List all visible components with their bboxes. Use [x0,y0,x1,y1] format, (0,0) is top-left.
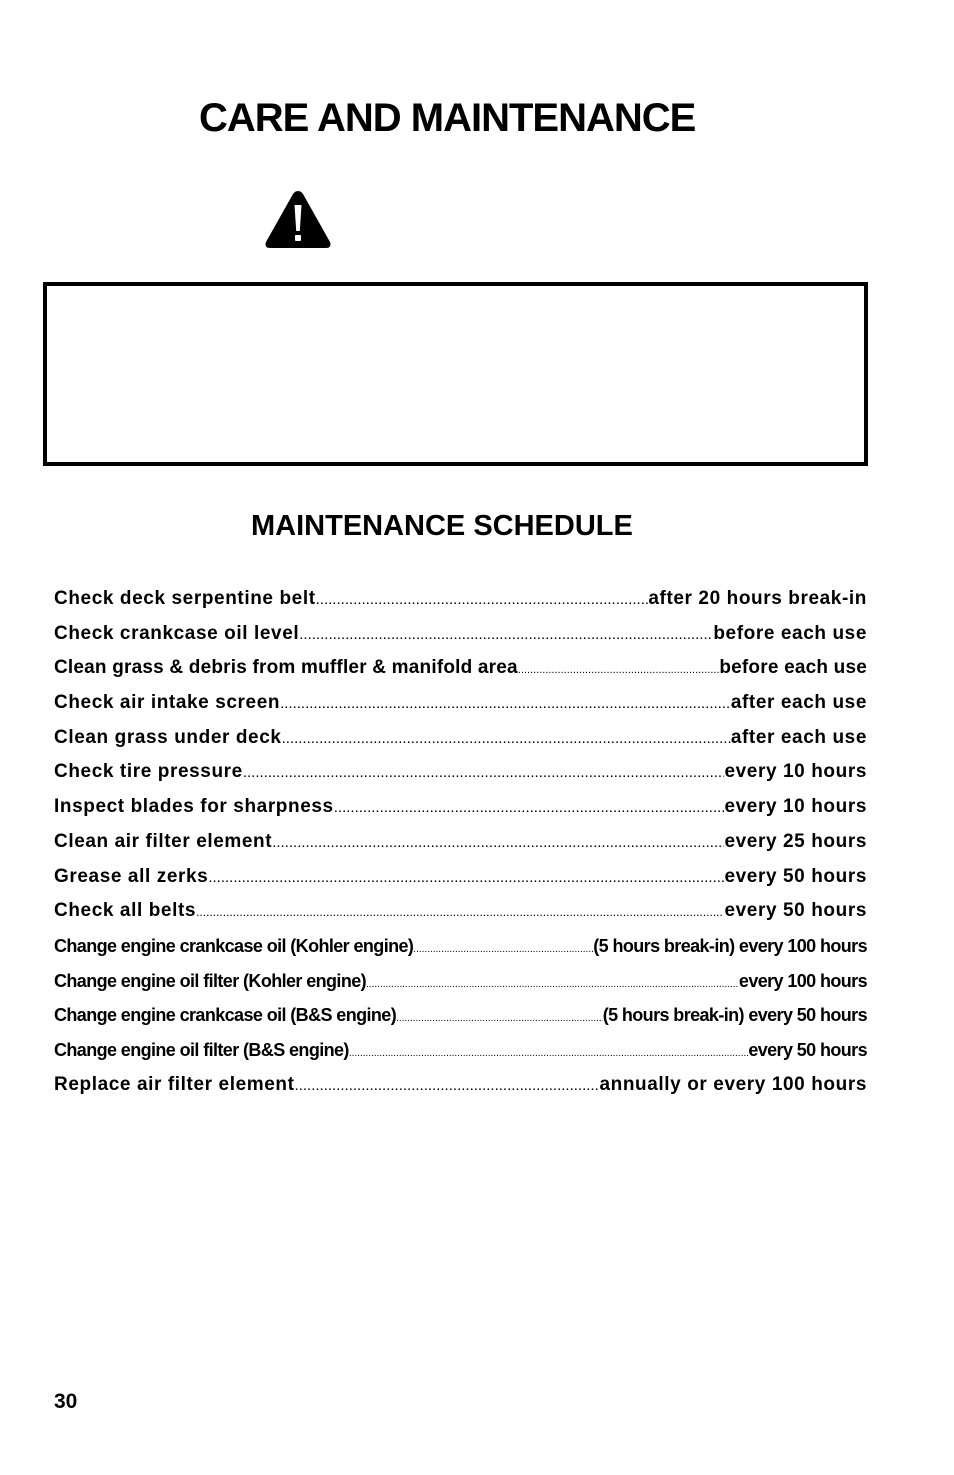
task-label: Check tire pressure [54,761,243,783]
list-item [54,755,867,790]
task-label: Check all belts [54,900,197,922]
page-title: CARE AND MAINTENANCE [199,96,696,140]
list-item [54,790,867,825]
task-label: Check air intake screen [54,692,281,714]
interval-label: every 100 hours [738,970,867,991]
interval-label: before each use [719,657,867,679]
interval-label: every 50 hours [748,1039,867,1060]
interval-label: before each use [713,622,867,644]
dot-leader [396,1002,603,1037]
list-item [54,1033,867,1068]
task-label: Clean grass under deck [54,726,282,748]
task-label: Check crankcase oil level [54,622,300,644]
task-label: Clean air filter element [54,830,273,852]
dot-leader [272,826,724,861]
dot-leader [299,618,713,653]
dot-leader [334,791,725,826]
interval-label: every 50 hours [724,865,867,887]
list-item [54,617,867,652]
list-item [54,825,867,860]
list-item [54,651,867,686]
interval-label: every 25 hours [724,830,867,852]
task-label: Change engine oil filter (B&S engine) [54,1039,349,1060]
list-item [54,721,867,756]
dot-leader [280,687,731,722]
interval-label: annually or every 100 hours [599,1073,867,1095]
dot-leader [208,861,724,896]
interval-label: after 20 hours break-in [648,588,867,609]
dot-leader [243,756,725,791]
list-item [54,1068,867,1103]
dot-leader [413,933,593,968]
list-item [54,582,867,617]
list-item [54,894,867,929]
dot-leader [295,1069,600,1104]
warning-box [43,282,868,466]
task-label: Change engine crankcase oil (Kohler engine) [54,935,414,956]
task-label: Change engine oil filter (Kohler engine) [54,970,367,991]
dot-leader [366,968,739,1003]
task-label: Replace air filter element [54,1073,295,1095]
task-label: Clean grass & debris from muffler & manifold area [54,657,518,679]
task-label: Grease all zerks [54,865,209,887]
list-item [54,860,867,895]
warning-triangle-icon [263,188,333,251]
interval-label: (5 hours break-in) every 50 hours [602,1005,867,1026]
task-label: Check deck serpentine belt [54,588,316,609]
task-label: Change engine crankcase oil (B&S engine) [54,1005,397,1026]
interval-label: after each use [730,726,867,748]
interval-label: (5 hours break-in) every 100 hours [593,935,867,956]
interval-label: after each use [730,692,867,714]
interval-label: every 10 hours [724,761,867,783]
list-item [54,998,867,1033]
page-number: 30 [54,1390,78,1413]
dot-leader [518,653,720,688]
interval-label: every 10 hours [724,796,867,818]
maintenance-schedule-list [54,582,867,1102]
dot-leader [316,583,649,618]
task-label: Inspect blades for sharpness [54,796,334,818]
list-item [54,964,867,999]
dot-leader [349,1037,748,1072]
dot-leader [282,722,731,757]
dot-leader [196,895,724,930]
section-title: MAINTENANCE SCHEDULE [251,510,633,542]
list-item [54,929,867,964]
interval-label: every 50 hours [724,900,867,922]
list-item [54,686,867,721]
